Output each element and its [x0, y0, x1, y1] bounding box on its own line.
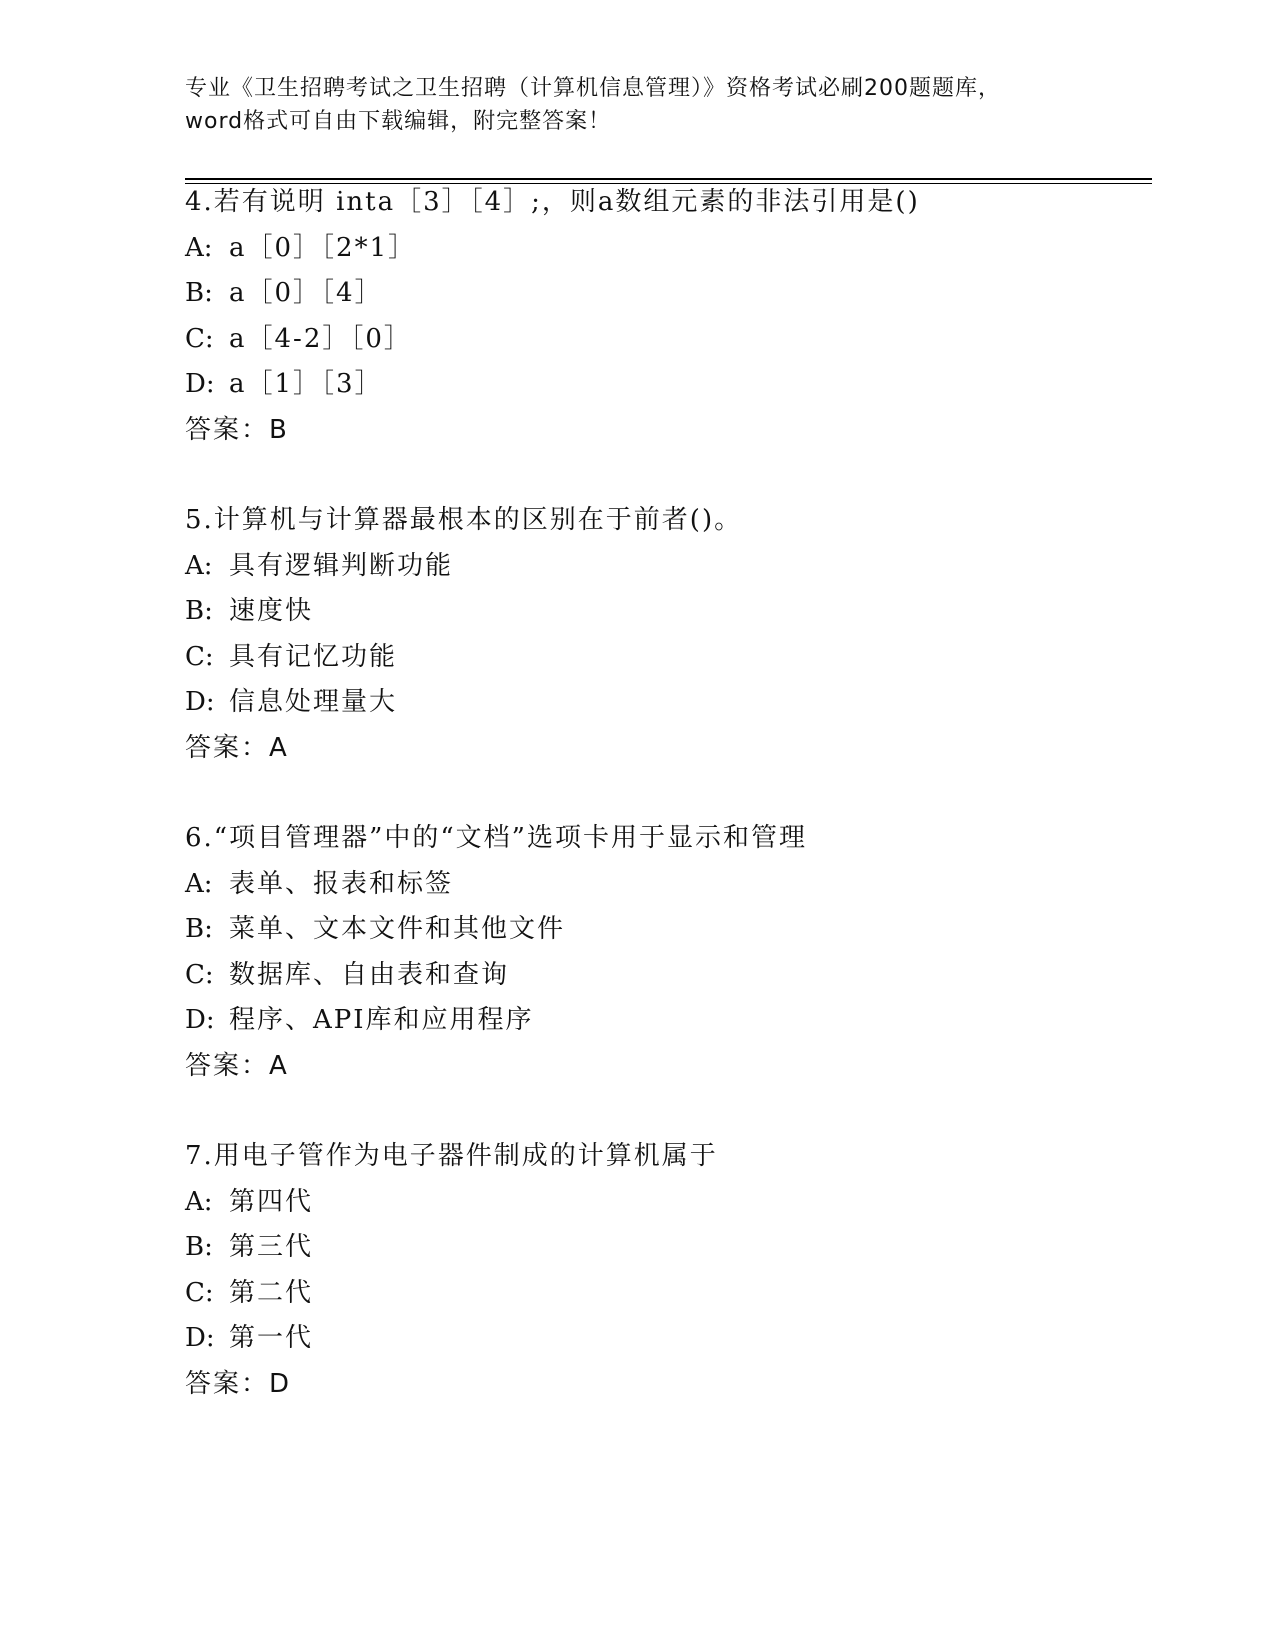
option-letter: B:: [185, 1232, 213, 1262]
option-letter: D:: [185, 1005, 215, 1035]
document-header: [185, 72, 1085, 138]
option-a: [185, 544, 1165, 590]
option-letter: C:: [185, 323, 214, 354]
question-stem: 5.计算机与计算器最根本的区别在于前者()。: [185, 505, 743, 535]
question-stem: 4.若有说明 inta［3］［4］;，则a数组元素的非法引用是(): [185, 187, 920, 217]
question-stem: 6.“项目管理器”中的“文档”选项卡用于显示和管理: [185, 823, 807, 853]
option-letter: A:: [185, 550, 213, 581]
header-line-2: word格式可自由下载编辑，附完整答案！: [185, 109, 612, 134]
option-letter: C:: [185, 959, 214, 990]
option-text: 程序、API库和应用程序: [229, 1005, 534, 1035]
option-text: 第三代: [229, 1232, 314, 1262]
option-d: [185, 680, 1165, 726]
option-text: a［4-2］［0］: [229, 323, 412, 354]
option-d: [185, 1316, 1165, 1362]
option-letter: B:: [185, 596, 213, 626]
option-text: 第一代: [229, 1323, 314, 1353]
option-text: a［0］［2*1］: [229, 232, 417, 263]
option-letter: C:: [185, 1277, 214, 1308]
option-text: 数据库、自由表和查询: [229, 959, 510, 990]
question-stem: 7.用电子管作为电子器件制成的计算机属于: [185, 1141, 718, 1171]
option-b: [185, 907, 1165, 953]
option-text: 信息处理量大: [229, 687, 398, 717]
option-text: 第四代: [229, 1186, 314, 1217]
question-5: [185, 498, 1165, 771]
answer-line: 答案：D: [185, 1368, 292, 1399]
option-a: [185, 226, 1165, 272]
option-letter: D:: [185, 369, 215, 399]
option-d: [185, 998, 1165, 1044]
option-a: [185, 1180, 1165, 1226]
answer-line: 答案：B: [185, 414, 289, 445]
option-c: [185, 1271, 1165, 1317]
option-text: 具有记忆功能: [229, 641, 398, 672]
option-letter: A:: [185, 868, 213, 899]
option-text: 速度快: [229, 596, 314, 626]
option-letter: D:: [185, 1323, 215, 1353]
option-b: [185, 271, 1165, 317]
option-b: [185, 1225, 1165, 1271]
option-d: [185, 362, 1165, 408]
option-letter: B:: [185, 914, 213, 944]
option-letter: C:: [185, 641, 214, 672]
answer-line: 答案：A: [185, 1050, 289, 1081]
header-line-1: 专业《卫生招聘考试之卫生招聘（计算机信息管理）》资格考试必刷200题题库，: [185, 76, 1001, 101]
option-letter: A:: [185, 232, 213, 263]
option-text: 具有逻辑判断功能: [229, 550, 454, 581]
question-7: [185, 1134, 1165, 1407]
option-text: a［0］［4］: [229, 278, 383, 308]
question-4: [185, 180, 1165, 453]
option-c: [185, 953, 1165, 999]
option-letter: A:: [185, 1186, 213, 1217]
option-letter: D:: [185, 687, 215, 717]
question-6: [185, 816, 1165, 1089]
option-text: 第二代: [229, 1277, 314, 1308]
option-a: [185, 862, 1165, 908]
option-c: [185, 635, 1165, 681]
option-c: [185, 317, 1165, 363]
option-text: 表单、报表和标签: [229, 868, 454, 899]
option-b: [185, 589, 1165, 635]
answer-line: 答案：A: [185, 732, 289, 763]
option-text: 菜单、文本文件和其他文件: [229, 914, 566, 944]
option-letter: B:: [185, 278, 213, 308]
option-text: a［1］［3］: [229, 369, 383, 399]
